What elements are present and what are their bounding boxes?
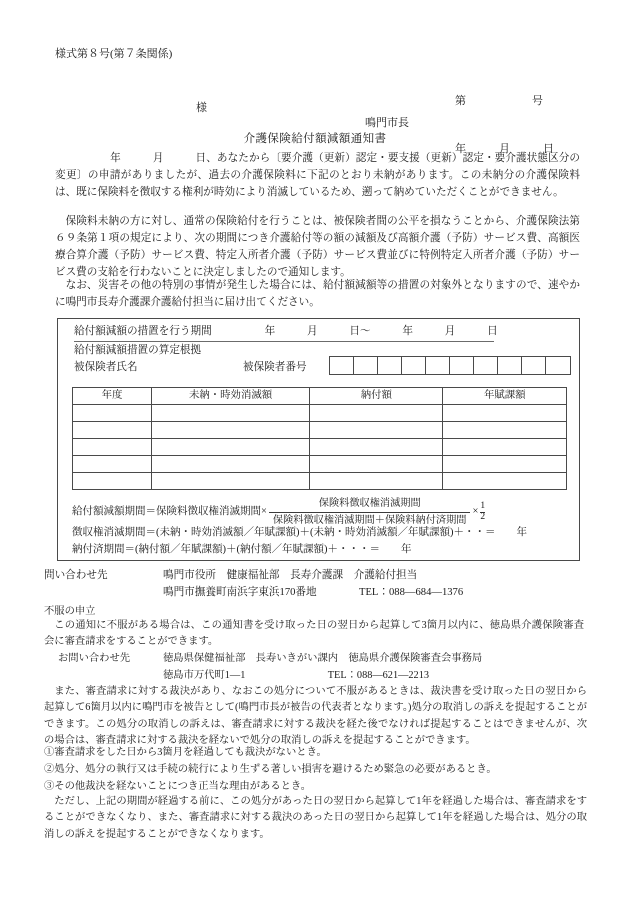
insured-number-cell[interactable]	[498, 357, 522, 374]
insured-number-cell[interactable]	[378, 357, 402, 374]
table-row[interactable]	[73, 422, 567, 439]
cell-annual-levy[interactable]	[443, 405, 567, 422]
cell-fiscal-year[interactable]	[73, 405, 152, 422]
cell-annual-levy[interactable]	[443, 456, 567, 473]
appeal-condition-1: ①審査請求をした日から3箇月を経過しても裁決がないとき。	[44, 747, 327, 758]
reduction-details-box	[57, 318, 580, 561]
addressee-suffix: 様	[196, 102, 207, 114]
cell-paid-amount[interactable]	[310, 405, 443, 422]
contact-label: 問い合わせ先	[44, 570, 108, 581]
column-header-unpaid-expired: 未納・時効消滅額	[152, 388, 310, 405]
table-row[interactable]	[73, 439, 567, 456]
cell-paid-amount[interactable]	[310, 439, 443, 456]
table-header-row	[73, 388, 567, 405]
cell-unpaid-expired[interactable]	[152, 439, 310, 456]
appeal-heading: 不服の申立	[44, 606, 96, 617]
insured-number-cell[interactable]	[402, 357, 426, 374]
insured-number-cell[interactable]	[330, 357, 354, 374]
cell-paid-amount[interactable]	[310, 422, 443, 439]
cell-unpaid-expired[interactable]	[152, 422, 310, 439]
insured-name-label: 被保険者氏名	[74, 362, 138, 373]
document-date: 年 月 日	[455, 142, 554, 155]
column-header-fiscal-year: 年度	[73, 388, 152, 405]
cell-paid-amount[interactable]	[310, 473, 443, 490]
insured-number-cell[interactable]	[450, 357, 474, 374]
appeal-paragraph-2: また、審査請求に対する裁決があり、なおこの処分について不服があるときは、裁決書を受け取った日の翌日から起算して6箇月以内に鳴門市を被告として(鳴門市長が被告の代表者となります。)処分の取消しの訴えを提起することができます。この処分の取消しの訴えは、審査請求に対する裁決を経た後でなければ提起することはできませんが、次の場合は、審査請求に対する裁決を経ないで処分の取消しの訴えを提起することができます。	[44, 686, 587, 746]
appeal-contact-label: お問い合わせ先	[58, 653, 131, 664]
contact-office: 鳴門市役所 健康福祉部 長寿介護課 介護給付担当	[163, 570, 418, 581]
insured-number-cell[interactable]	[474, 357, 498, 374]
formula-lead-text: 給付額減額期間＝保険料徴収権消滅期間×	[72, 506, 267, 518]
formula-collection-right-period: 徴収権消滅期間＝(未納・時効消滅額／年賦課額)＋(未納・時効消滅額／年賦課額)＋・・＝ 年	[72, 527, 527, 538]
cell-annual-levy[interactable]	[443, 422, 567, 439]
cell-unpaid-expired[interactable]	[152, 456, 310, 473]
fraction-denominator: 保険料徴収権消滅期間＋保険料納付済期間	[269, 512, 471, 529]
fraction-numerator: 保険料徴収権消滅期間	[318, 498, 421, 509]
appeal-paragraph-3: ただし、上記の期間が経過する前に、この処分があった日の翌日から起算して1年を経過した場合は、審査請求をすることができなくなり、また、審査請求に対する裁決のあった日の翌日から起算して1年を経過した場合は、処分の取消しの訴えを提起することができなくなります。	[44, 796, 587, 840]
insured-number-label: 被保険者番号	[243, 362, 307, 373]
form-code: 様式第８号(第７条関係)	[55, 48, 173, 60]
appeal-condition-3: ③その他裁決を経ないことにつき正当な理由があるとき。	[44, 781, 312, 792]
half-denominator: 2	[480, 511, 486, 522]
formula-half-fraction	[480, 502, 485, 523]
formula-paid-period: 納付済期間＝(納付額／年賦課額)＋(納付額／年賦課額)＋・・・＝ 年	[72, 544, 412, 555]
appeal-contact-office: 徳島県保健福祉部 長寿いきがい課内 徳島県介護保険審査会事務局	[163, 653, 483, 664]
appeal-paragraph-1: この通知に不服がある場合は、この通知書を受け取った日の翌日から起算して3箇月以内に、徳島県介護保険審査会に審査請求をすることができます。	[44, 620, 584, 648]
appeal-condition-2: ②処分、処分の執行又は手続の続行により生ずる著しい損害を避けるため緊急の必要があるとき。	[44, 764, 497, 775]
appeal-contact-address-tel: 徳島市万代町1—1 TEL：088—621—2213	[163, 670, 429, 681]
document-number: 第 号	[455, 94, 543, 107]
table-row[interactable]	[73, 473, 567, 490]
body-paragraph-3: なお、災害その他の特別の事情が発生した場合には、給付額減額等の措置の対象外となりますので、速やかに鳴門市長寿介護課介護給付担当に届け出てください。	[55, 280, 580, 309]
cell-fiscal-year[interactable]	[73, 439, 152, 456]
formula-fraction	[269, 496, 471, 529]
page-title: 介護保険給付額減額通知書	[243, 133, 387, 145]
cell-fiscal-year[interactable]	[73, 473, 152, 490]
column-header-annual-levy: 年賦課額	[443, 388, 567, 405]
calculation-basis-label: 給付額減額措置の算定根拠	[74, 345, 202, 356]
body-paragraph-1: 年 月 日、あなたから〔要介護（更新）認定・要支援（更新）認定・要介護状態区分の変更〕の申請がありましたが、過去の介護保険料に下記のとおり未納があります。この未納分の介護保険料は、既に保険料を徴収する権利が時効により消滅しているため、遡って納めていただくことができません。	[55, 153, 580, 199]
multiply-sign: ×	[472, 506, 479, 518]
insured-number-cell[interactable]	[522, 357, 546, 374]
contact-address-tel: 鳴門市撫養町南浜字東浜170番地 TEL：088—684—1376	[163, 587, 464, 598]
table-row[interactable]	[73, 456, 567, 473]
half-numerator: 1	[480, 500, 486, 511]
issuer-name: 鳴門市長	[365, 117, 409, 129]
insured-number-input[interactable]	[329, 356, 571, 375]
cell-annual-levy[interactable]	[443, 439, 567, 456]
insured-number-cell[interactable]	[546, 357, 570, 374]
formula-reduction-period	[72, 496, 485, 529]
cell-unpaid-expired[interactable]	[152, 405, 310, 422]
insured-number-cell[interactable]	[354, 357, 378, 374]
body-paragraph-2: 保険料未納の方に対し、通常の保険給付を行うことは、被保険者間の公平を損なうことから、介護保険法第６９条第１項の規定により、次の期間につき介護給付等の額の減額及び高額介護（予防）サービス費、高額医療合算介護（予防）サービス費、特定入所者介護（予防）サービス費並びに特例特定入所者介護（予防）サービス費の支給を行わないことに決定しましたので通知します。	[55, 216, 580, 279]
cell-fiscal-year[interactable]	[73, 422, 152, 439]
cell-paid-amount[interactable]	[310, 456, 443, 473]
amount-table	[72, 387, 567, 490]
cell-annual-levy[interactable]	[443, 473, 567, 490]
table-row[interactable]	[73, 405, 567, 422]
reduction-period-line: 給付額減額の措置を行う期間 年 月 日～ 年 月 日	[74, 324, 494, 342]
cell-unpaid-expired[interactable]	[152, 473, 310, 490]
insured-number-cell[interactable]	[426, 357, 450, 374]
cell-fiscal-year[interactable]	[73, 456, 152, 473]
column-header-paid-amount: 納付額	[310, 388, 443, 405]
